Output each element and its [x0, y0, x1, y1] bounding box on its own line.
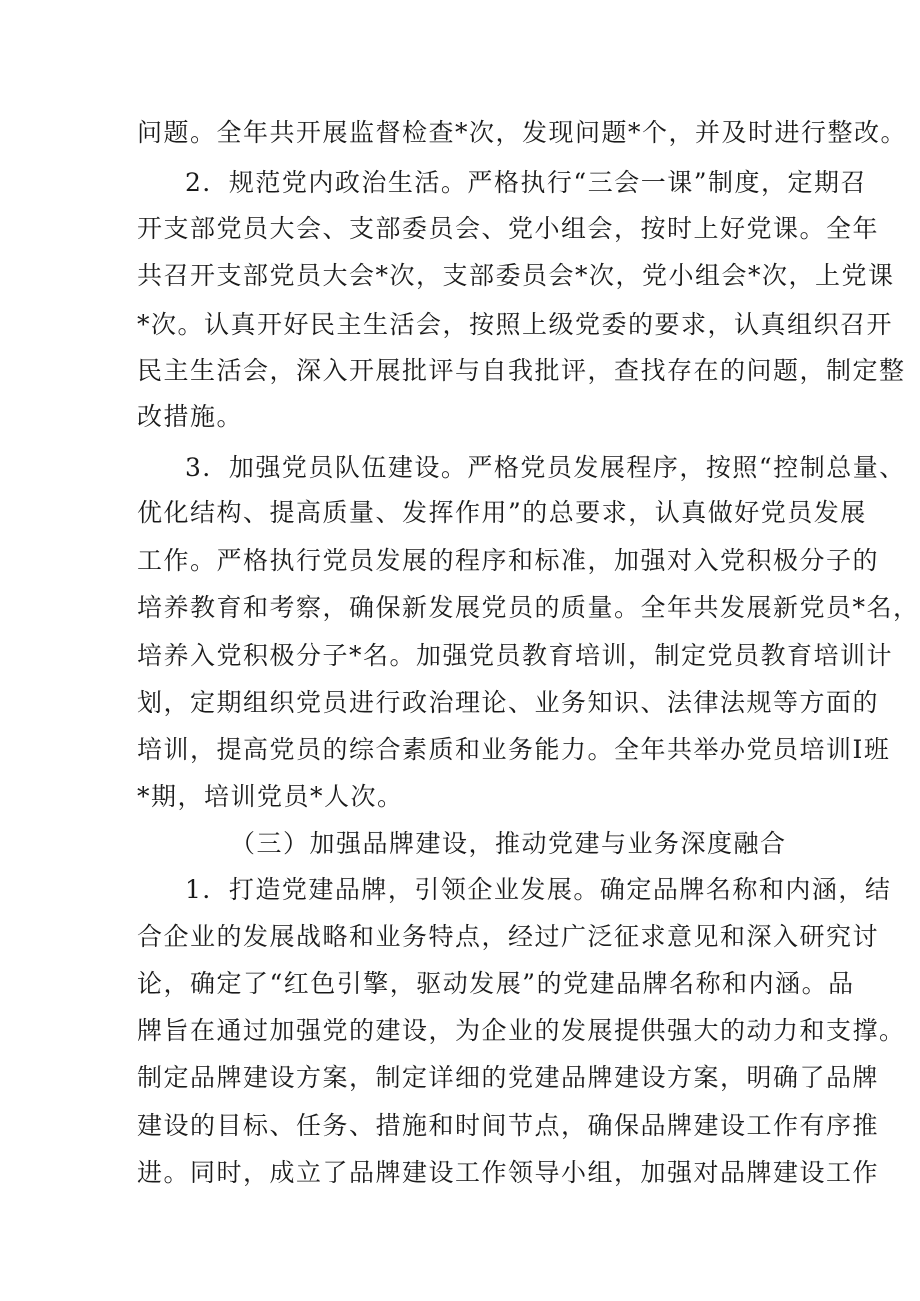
text-line-18: 论，确定了“红色引擎，驱动发展”的党建品牌名称和内涵。品 — [137, 969, 855, 998]
text-line-5: *次。认真开好民主生活会，按照上级党委的要求，认真组织召开 — [137, 310, 894, 339]
text-line-6: 民主生活会，深入开展批评与自我批评，查找存在的问题，制定整 — [137, 356, 906, 385]
text-line-1: 问题。全年共开展监督检查*次，发现问题*个，并及时进行整改。 — [137, 118, 908, 147]
text-line-12: 培养入党积极分子*名。加强党员教育培训，制定党员教育培训计 — [137, 641, 894, 670]
text-line-17: 合企业的发展战略和业务特点，经过广泛征求意见和深入研究讨 — [137, 922, 880, 951]
text-line-3: 开支部党员大会、支部委员会、党小组会，按时上好党课。全年 — [137, 214, 880, 243]
text-line-4: 共召开支部党员大会*次，支部委员会*次，党小组会*次，上党课 — [137, 261, 895, 290]
text-line-20: 制定品牌建设方案，制定详细的党建品牌建设方案，明确了品牌 — [137, 1063, 880, 1092]
text-line-13: 划，定期组织党员进行政治理论、业务知识、法律法规等方面的 — [137, 688, 880, 717]
text-line-21: 建设的目标、任务、措施和时间节点，确保品牌建设工作有序推 — [137, 1111, 880, 1140]
text-line-22: 进。同时，成立了品牌建设工作领导小组，加强对品牌建设工作 — [137, 1158, 880, 1187]
text-line-15: *期，培训党员*人次。 — [137, 782, 404, 811]
text-line-16: 1．打造党建品牌，引领企业发展。确定品牌名称和内涵，结 — [185, 875, 892, 904]
text-line-2: 2．规范党内政治生活。严格执行“三会一课”制度，定期召 — [185, 168, 867, 197]
text-line-9: 优化结构、提高质量、发挥作用”的总要求，认真做好党员发展 — [137, 498, 867, 527]
text-line-7: 改措施。 — [137, 402, 244, 431]
text-line-8: 3．加强党员队伍建设。严格党员发展程序，按照“控制总量、 — [185, 453, 906, 482]
section-heading: （三）加强品牌建设，推动党建与业务深度融合 — [230, 829, 787, 858]
text-line-14: 培训，提高党员的综合素质和业务能力。全年共举办党员培训I班 — [137, 735, 891, 764]
text-line-10: 工作。严格执行党员发展的程序和标准，加强对入党积极分子的 — [137, 546, 880, 575]
text-line-19: 牌旨在通过加强党的建设，为企业的发展提供强大的动力和支撑。 — [137, 1016, 906, 1045]
text-line-11: 培养教育和考察，确保新发展党员的质量。全年共发展新党员*名， — [137, 593, 920, 622]
